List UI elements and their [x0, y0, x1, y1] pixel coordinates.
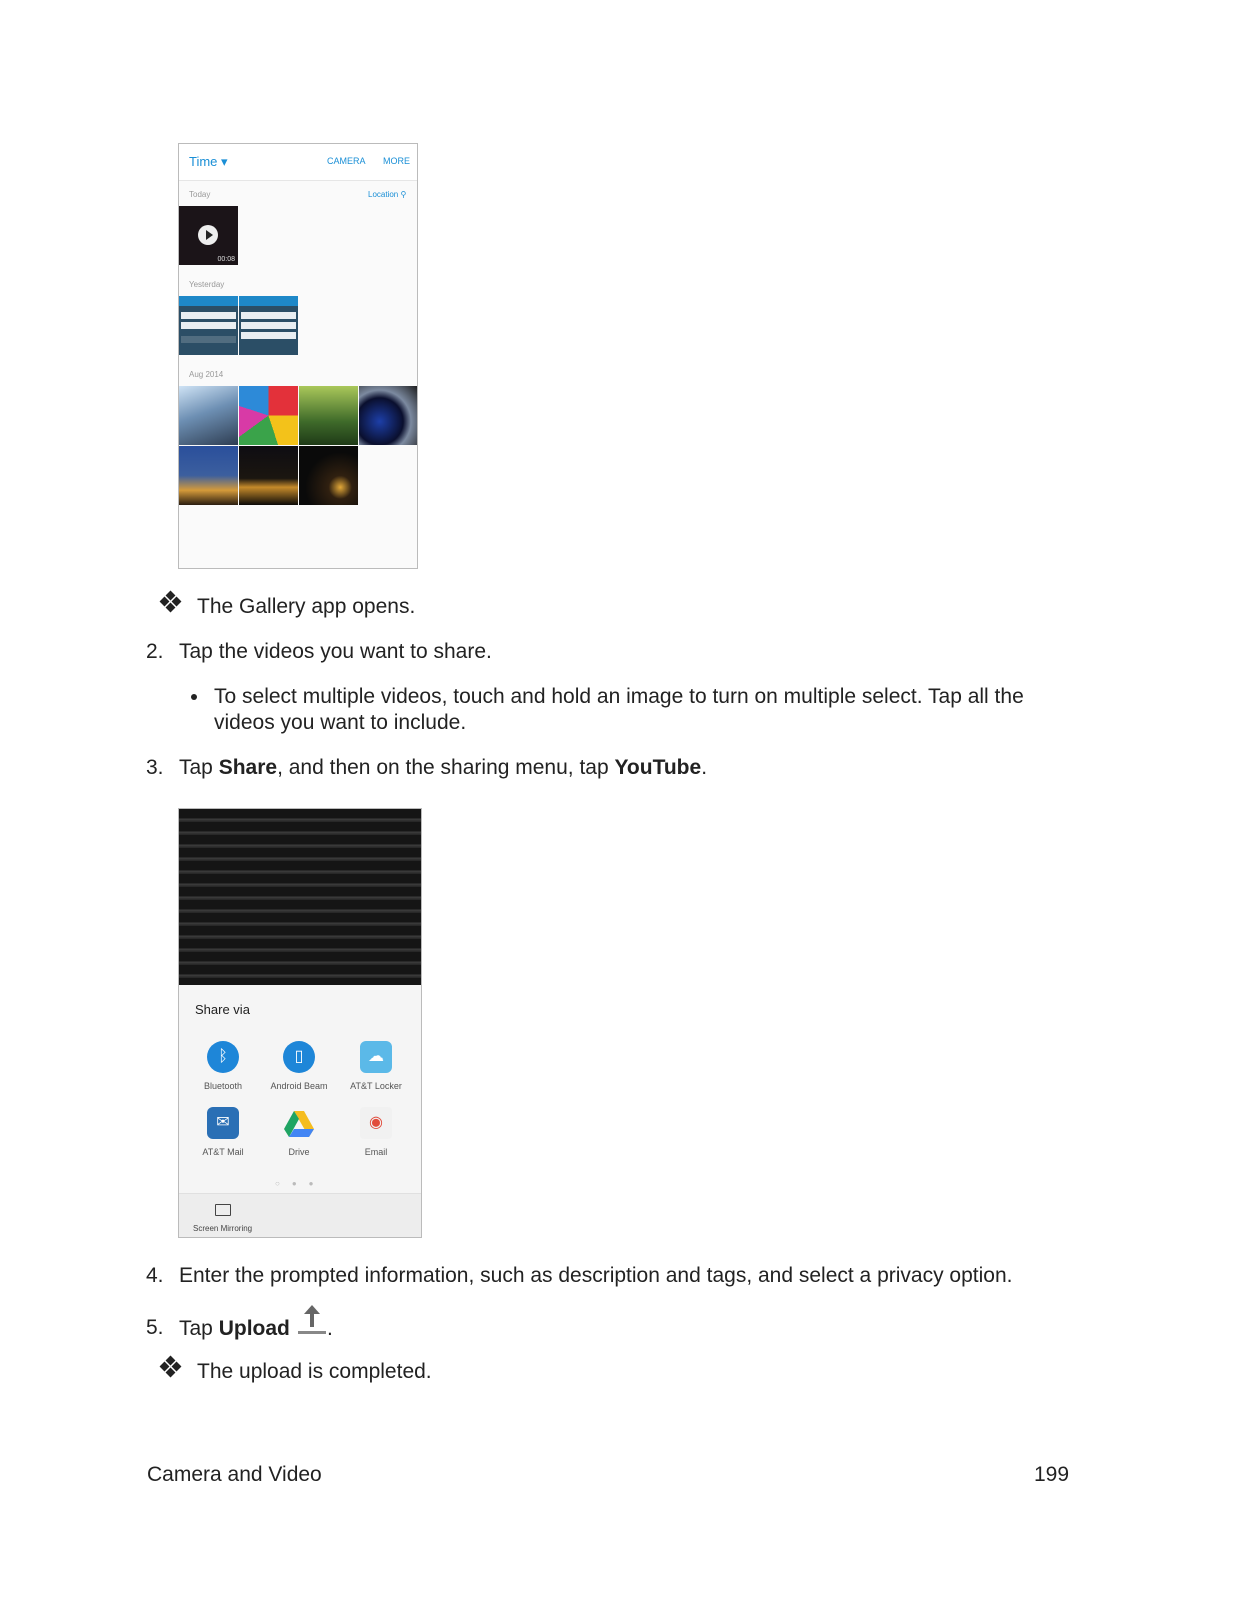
photo-thumbnail	[239, 386, 298, 445]
result-text-gallery-opens: The Gallery app opens.	[197, 595, 416, 618]
share-app-email: ◉ Email	[336, 1107, 416, 1157]
location-link: Location ⚲	[368, 190, 407, 199]
upload-icon	[298, 1305, 326, 1335]
share-app-drive: Drive	[259, 1107, 339, 1157]
photo-thumbnail	[239, 446, 298, 505]
step-2-text: Tap the videos you want to share.	[179, 640, 492, 663]
footer-section-title: Camera and Video	[147, 1463, 322, 1486]
photo-thumbnail	[359, 386, 418, 445]
video-duration: 00:08	[217, 256, 235, 263]
page-indicator: ○●●	[275, 1179, 326, 1188]
share-app-att-locker: ☁ AT&T Locker	[336, 1041, 416, 1091]
screen-mirroring-bar	[179, 1193, 421, 1238]
photo-thumbnail	[179, 446, 238, 505]
att-mail-icon: ✉	[207, 1107, 239, 1139]
section-yesterday: Yesterday	[189, 280, 225, 289]
photo-thumbnail	[179, 386, 238, 445]
result-bullet-icon	[161, 1357, 181, 1377]
sub-step-text-line2: videos you want to include.	[214, 711, 467, 734]
section-aug-2014: Aug 2014	[189, 370, 224, 379]
step-number: 4.	[146, 1264, 164, 1287]
result-text-upload-completed: The upload is completed.	[197, 1360, 432, 1383]
share-app-android-beam: ▯ Android Beam	[259, 1041, 339, 1091]
gallery-header	[179, 144, 417, 181]
step-number: 5.	[146, 1316, 164, 1339]
share-via-screenshot	[178, 808, 422, 1238]
att-locker-icon: ☁	[360, 1041, 392, 1073]
play-icon	[198, 225, 218, 245]
share-app-bluetooth: ᛒ Bluetooth	[183, 1041, 263, 1091]
drive-icon	[283, 1107, 315, 1139]
time-view-dropdown: Time ▾	[189, 154, 228, 169]
screenshot-thumbnail	[179, 296, 238, 355]
screenshot-thumbnail	[239, 296, 298, 355]
screen-mirroring-label: Screen Mirroring	[193, 1224, 253, 1233]
step-number: 3.	[146, 756, 164, 779]
more-link: MORE	[383, 156, 410, 166]
step-5-period: .	[327, 1317, 333, 1340]
step-3-text: Tap Share, and then on the sharing menu, tap YouTube.	[179, 756, 708, 779]
video-thumbnail	[179, 206, 238, 265]
android-beam-icon: ▯	[283, 1041, 315, 1073]
youtube-keyword: YouTube	[614, 756, 702, 779]
screen-mirroring-icon	[215, 1204, 231, 1216]
camera-link: CAMERA	[327, 156, 366, 166]
share-app-att-mail: ✉ AT&T Mail	[183, 1107, 263, 1157]
sub-bullet-icon	[191, 694, 197, 700]
section-today: Today	[189, 190, 211, 199]
email-icon: ◉	[360, 1107, 392, 1139]
gallery-screenshot	[178, 143, 418, 569]
step-number: 2.	[146, 640, 164, 663]
bluetooth-icon: ᛒ	[207, 1041, 239, 1073]
step-4-text: Enter the prompted information, such as description and tags, and select a privacy option.	[179, 1264, 1013, 1287]
page-number: 199	[1034, 1463, 1070, 1486]
photo-thumbnail	[299, 386, 358, 445]
share-via-title: Share via	[195, 1002, 250, 1017]
result-bullet-icon	[161, 592, 181, 612]
share-keyword: Share	[218, 756, 278, 779]
upload-keyword: Upload	[218, 1317, 290, 1340]
photo-thumbnail	[299, 446, 358, 505]
sub-step-text-line1: To select multiple videos, touch and hold an image to turn on multiple select. Tap all the	[214, 685, 1024, 708]
video-preview	[179, 809, 421, 985]
step-5-text: Tap Upload	[179, 1317, 290, 1340]
